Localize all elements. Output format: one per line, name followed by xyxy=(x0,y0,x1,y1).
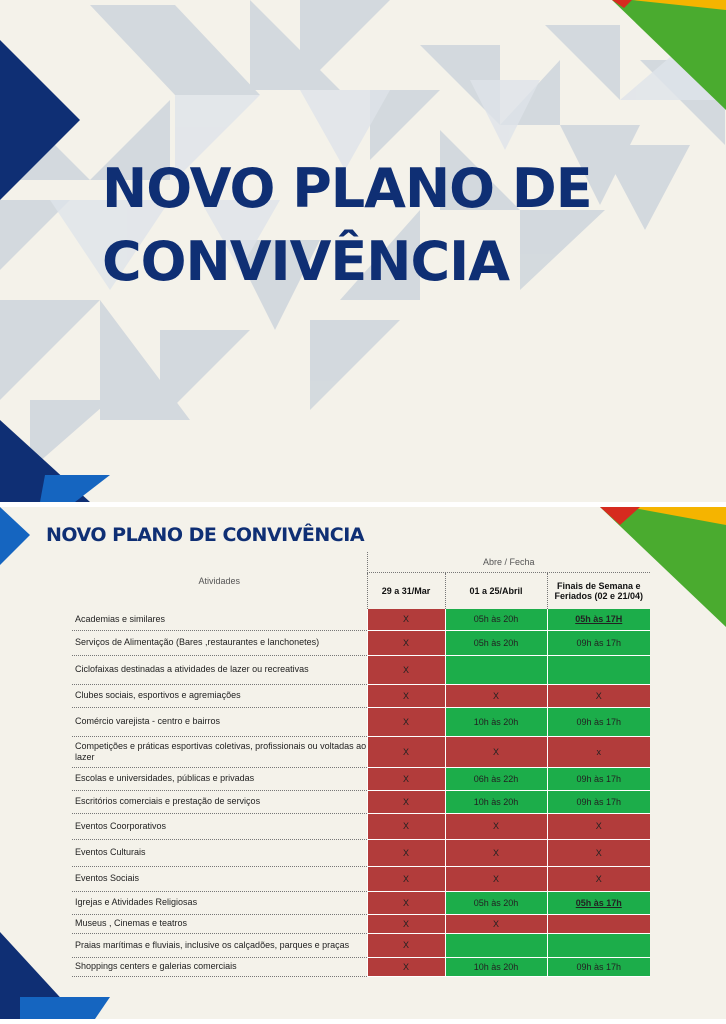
activity-name: Ciclofaixas destinadas a atividades de lazer ou recreativas xyxy=(72,655,367,684)
activity-name: Eventos Coorporativos xyxy=(72,813,367,839)
cell-march: X xyxy=(367,767,445,790)
activity-name: Shoppings centers e galerias comerciais xyxy=(72,957,367,976)
table-slide xyxy=(0,507,726,1019)
cell-weekends: 09h às 17h xyxy=(547,957,650,976)
cover-title-line1: NOVO PLANO DE xyxy=(102,157,592,220)
cell-march: X xyxy=(367,790,445,813)
cell-march: X xyxy=(367,630,445,655)
cell-april: 05h às 20h xyxy=(445,609,547,630)
cell-weekends: X xyxy=(547,684,650,707)
header-period-april: 01 a 25/Abril xyxy=(445,573,547,610)
cell-march: X xyxy=(367,707,445,736)
cell-april: 10h às 20h xyxy=(445,790,547,813)
cell-march: X xyxy=(367,957,445,976)
cell-april: 05h às 20h xyxy=(445,891,547,914)
cell-april: X xyxy=(445,914,547,933)
header-period-march: 29 a 31/Mar xyxy=(367,573,445,610)
cell-march: X xyxy=(367,655,445,684)
table-row xyxy=(72,684,650,707)
cell-weekends: 09h às 17h xyxy=(547,790,650,813)
cell-april xyxy=(445,655,547,684)
cover-title xyxy=(102,152,592,298)
activity-name: Comércio varejista - centro e bairros xyxy=(72,707,367,736)
cell-april: X xyxy=(445,813,547,839)
cell-march: X xyxy=(367,933,445,957)
cell-weekends: x xyxy=(547,736,650,767)
activity-name: Clubes sociais, esportivos e agremiações xyxy=(72,684,367,707)
cell-march: X xyxy=(367,914,445,933)
schedule-rows xyxy=(72,609,650,976)
cell-weekends: 09h às 17h xyxy=(547,767,650,790)
cell-weekends: 05h às 17H xyxy=(547,609,650,630)
cell-weekends xyxy=(547,914,650,933)
cell-march: X xyxy=(367,839,445,866)
cover-title-line2: CONVIVÊNCIA xyxy=(102,230,509,293)
table-row xyxy=(72,655,650,684)
table-row xyxy=(72,933,650,957)
header-period-weekends: Finais de Semana e Feriados (02 e 21/04) xyxy=(547,573,650,610)
cell-march: X xyxy=(367,684,445,707)
cell-april: 10h às 20h xyxy=(445,957,547,976)
table-row xyxy=(72,891,650,914)
cell-april: X xyxy=(445,736,547,767)
header-opening-hours: Abre / Fecha xyxy=(367,552,650,573)
cell-weekends: 05h às 17h xyxy=(547,891,650,914)
table-row xyxy=(72,957,650,976)
cell-april: 10h às 20h xyxy=(445,707,547,736)
cell-april: 06h às 22h xyxy=(445,767,547,790)
activity-name: Igrejas e Atividades Religiosas xyxy=(72,891,367,914)
table-row xyxy=(72,707,650,736)
cell-march: X xyxy=(367,891,445,914)
cell-weekends xyxy=(547,655,650,684)
cell-march: X xyxy=(367,736,445,767)
cell-april: X xyxy=(445,839,547,866)
activity-name: Eventos Sociais xyxy=(72,866,367,891)
activity-name: Academias e similares xyxy=(72,609,367,630)
table-row xyxy=(72,813,650,839)
cell-weekends xyxy=(547,933,650,957)
activity-name: Escolas e universidades, públicas e privadas xyxy=(72,767,367,790)
cell-april xyxy=(445,933,547,957)
activity-name: Eventos Culturais xyxy=(72,839,367,866)
table-row xyxy=(72,609,650,630)
cell-april: X xyxy=(445,866,547,891)
table-slide-title: NOVO PLANO DE CONVIVÊNCIA xyxy=(46,524,365,546)
cell-april: X xyxy=(445,684,547,707)
cell-weekends: X xyxy=(547,813,650,839)
cover-slide xyxy=(0,0,726,502)
cell-march: X xyxy=(367,813,445,839)
activity-name: Competições e práticas esportivas coletivas, profissionais ou voltadas ao lazer xyxy=(72,736,367,767)
activity-name: Praias marítimas e fluviais, inclusive os calçadões, parques e praças xyxy=(72,933,367,957)
schedule-table xyxy=(72,552,650,977)
table-row xyxy=(72,914,650,933)
table-row xyxy=(72,767,650,790)
cell-weekends: 09h às 17h xyxy=(547,630,650,655)
header-activities: Atividades xyxy=(198,575,241,586)
activity-name: Escritórios comerciais e prestação de serviços xyxy=(72,790,367,813)
activity-name: Museus , Cinemas e teatros xyxy=(72,914,367,933)
cell-weekends: 09h às 17h xyxy=(547,707,650,736)
cell-march: X xyxy=(367,866,445,891)
table-row xyxy=(72,866,650,891)
cell-weekends: X xyxy=(547,866,650,891)
table-row xyxy=(72,790,650,813)
table-row xyxy=(72,630,650,655)
cell-weekends: X xyxy=(547,839,650,866)
table-row xyxy=(72,839,650,866)
activity-name: Serviços de Alimentação (Bares ,restaurantes e lanchonetes) xyxy=(72,630,367,655)
cell-march: X xyxy=(367,609,445,630)
table-row xyxy=(72,736,650,767)
cell-april: 05h às 20h xyxy=(445,630,547,655)
